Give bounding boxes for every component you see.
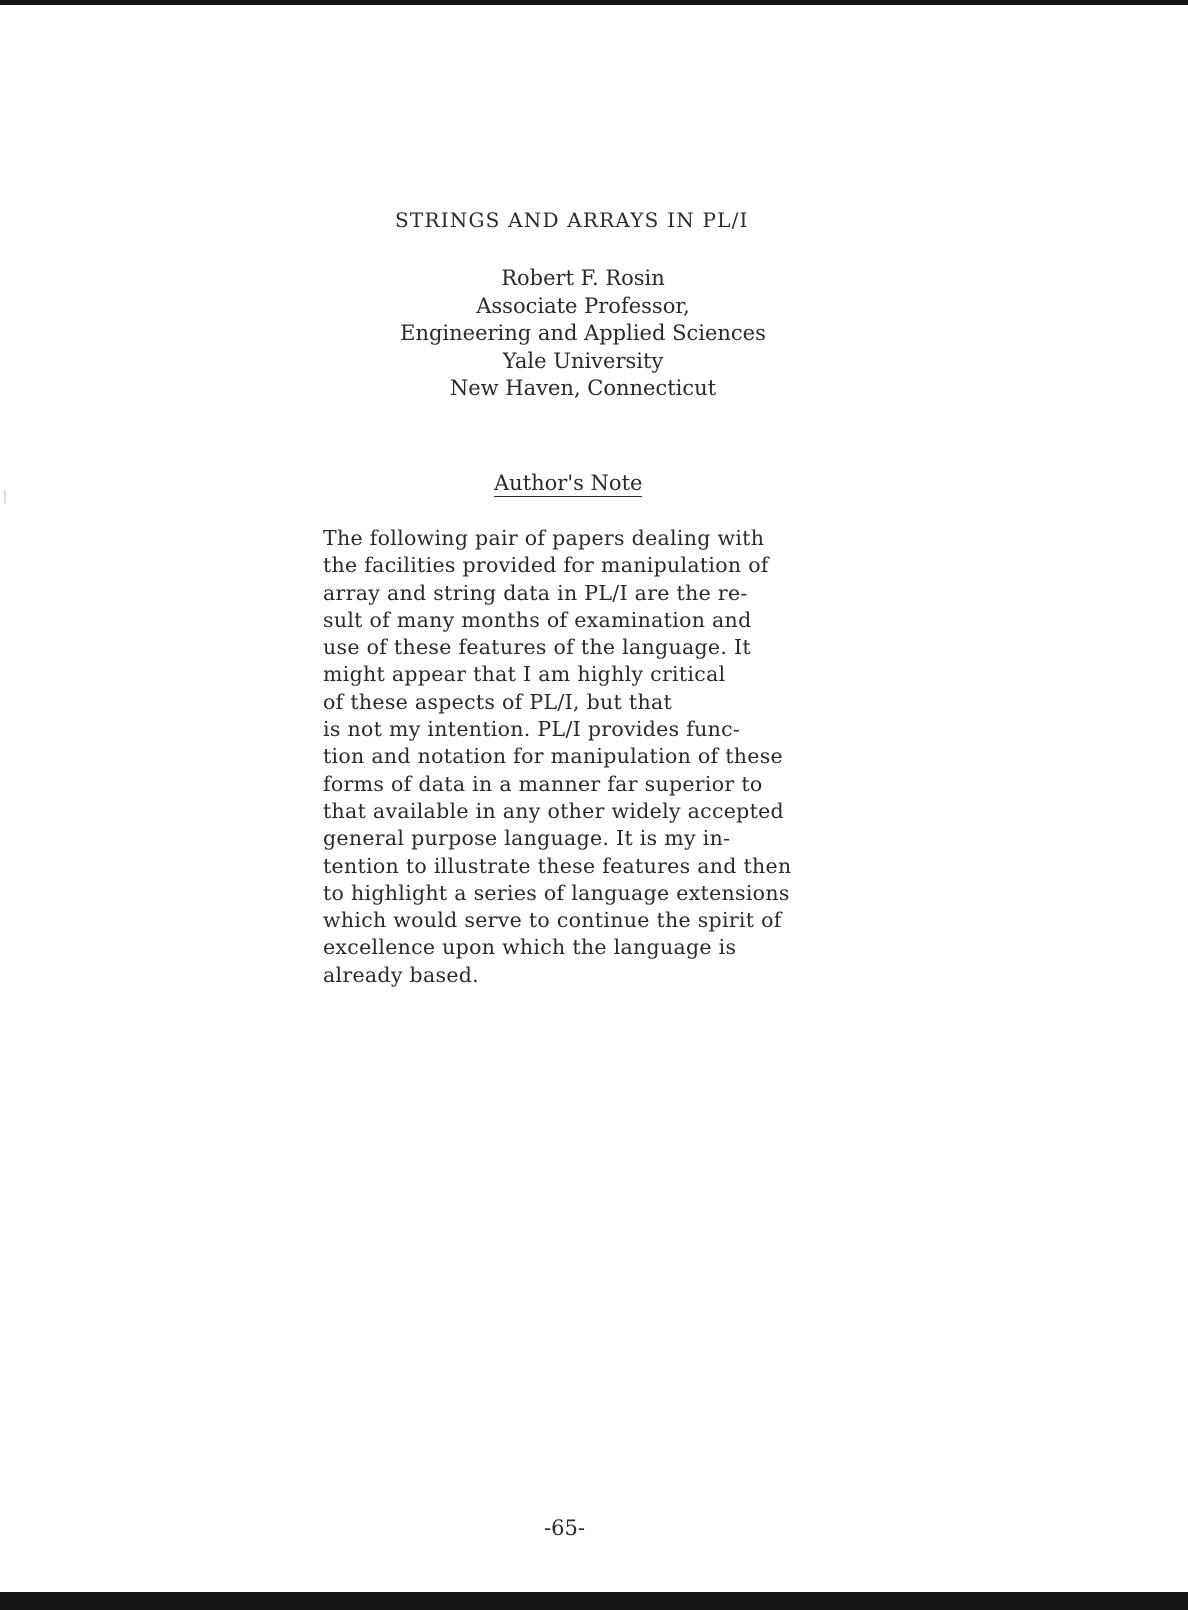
note-line: might appear that I am highly critical (323, 662, 726, 687)
note-line: The following pair of papers dealing with (323, 526, 765, 550)
author-department: Engineering and Applied Sciences (400, 321, 766, 345)
page-number: -65- (544, 1516, 585, 1540)
note-line: excellence upon which the language is (323, 935, 737, 960)
scan-top-border (0, 0, 1188, 5)
note-line: sult of many months of examination and (323, 607, 752, 632)
scan-bottom-border (0, 1592, 1188, 1610)
note-line: forms of data in a manner far superior to (323, 771, 763, 796)
author-institution: Yale University (502, 348, 664, 373)
author-block (388, 265, 778, 403)
note-line: of these aspects of PL/I, but that (323, 689, 673, 714)
note-line: to highlight a series of language extensions (323, 880, 790, 905)
note-line: tion and notation for manipulation of these (323, 744, 783, 769)
note-heading: Author's Note (494, 471, 643, 495)
note-line: array and string data in PL/I are the re- (323, 580, 748, 605)
note-line: tention to illustrate these features and then (323, 853, 792, 878)
note-line: already based. (323, 962, 479, 987)
note-line: which would serve to continue the spirit of (323, 908, 782, 933)
note-line: use of these features of the language. It (323, 635, 751, 660)
note-line: is not my intention. PL/I provides func- (323, 717, 741, 742)
note-line: that available in any other widely accepted (323, 798, 784, 823)
author-position: Associate Professor, (476, 293, 690, 318)
note-line: general purpose language. It is my in- (323, 826, 731, 851)
author-location: New Haven, Connecticut (449, 376, 717, 400)
scan-speck (4, 490, 6, 504)
paper-title: STRINGS AND ARRAYS IN PL/I (395, 208, 749, 232)
note-paragraph (323, 525, 863, 989)
author-name: Robert F. Rosin (501, 266, 665, 290)
note-line: the facilities provided for manipulation of (323, 553, 769, 578)
